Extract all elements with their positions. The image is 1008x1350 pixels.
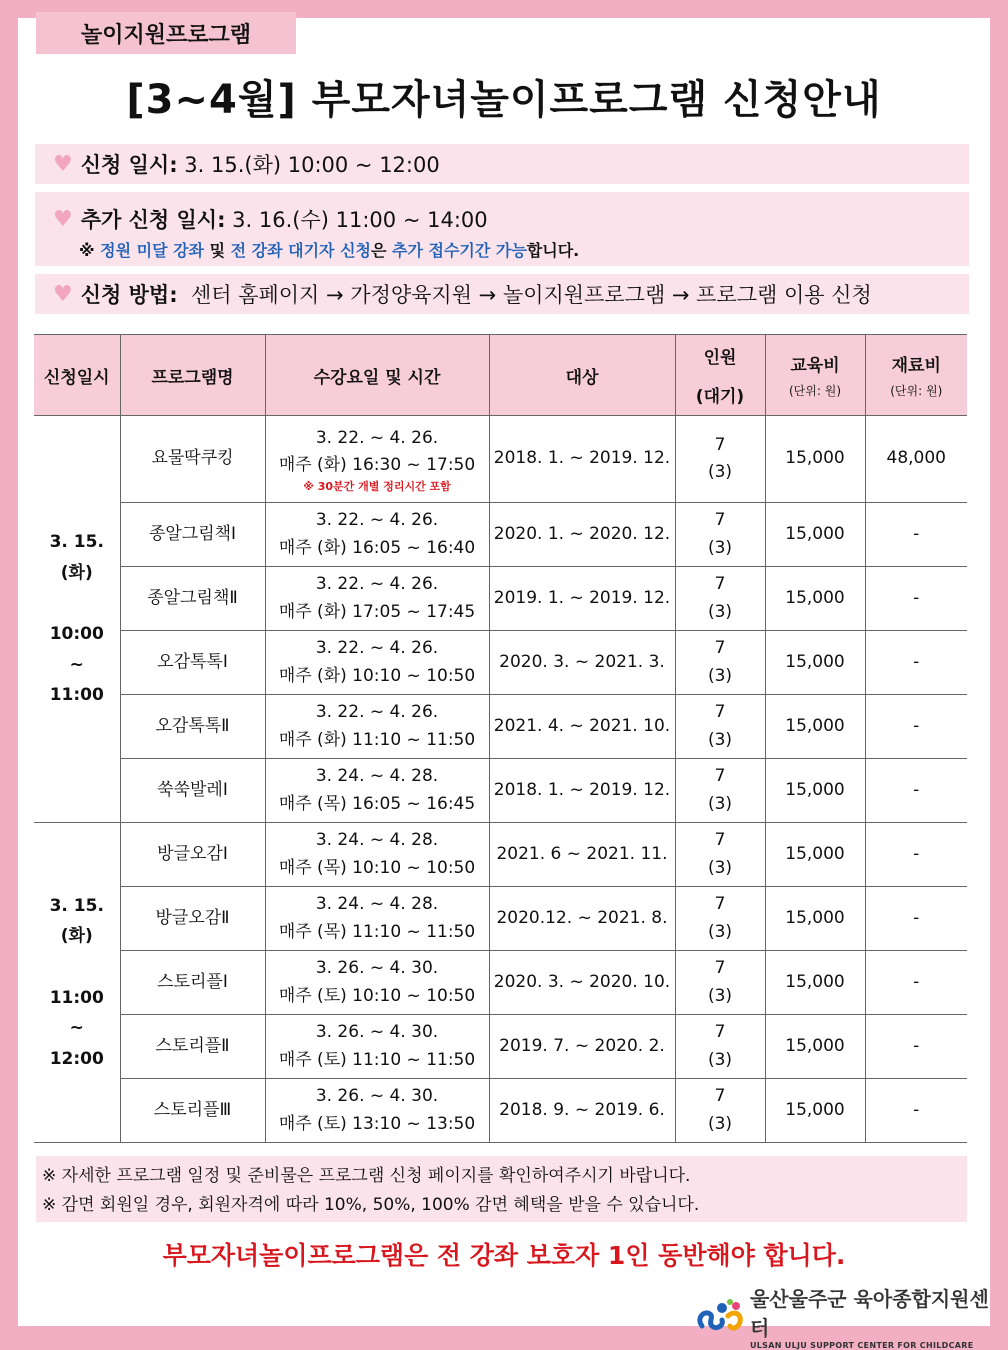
target-cell: 2018. 1. ~ 2019. 12. — [489, 416, 675, 503]
date-cell-group2: 3. 15.(화) 11:00 ~ 12:00 — [34, 823, 120, 1143]
capacity-cell: 7 (3) — [675, 951, 765, 1015]
table-row — [34, 951, 967, 1015]
fee-cell: 15,000 — [765, 695, 865, 759]
material-cell: - — [865, 1015, 967, 1079]
header-date: 신청일시 — [34, 335, 120, 416]
material-cell: - — [865, 823, 967, 887]
fee-cell: 15,000 — [765, 887, 865, 951]
extra-label: 추가 신청 일시: — [80, 208, 226, 232]
footer-note-2: ※ 감면 회원일 경우, 회원자격에 따라 10%, 50%, 100% 감면 혜택을 받을 수 있습니다. — [42, 1194, 700, 1215]
program-name: 스토리플Ⅰ — [120, 951, 265, 1015]
target-cell: 2020. 3. ~ 2021. 3. — [489, 631, 675, 695]
capacity-cell: 7 (3) — [675, 823, 765, 887]
target-cell: 2021. 6 ~ 2021. 11. — [489, 823, 675, 887]
capacity-cell: 7 (3) — [675, 695, 765, 759]
table-row — [34, 416, 967, 503]
capacity-cell: 7 (3) — [675, 1079, 765, 1143]
logo-sub-text: ULSAN ULJU SUPPORT CENTER FOR CHILDCARE — [749, 1341, 974, 1350]
apply-label: 신청 일시: — [80, 153, 178, 177]
fee-cell: 15,000 — [765, 951, 865, 1015]
note-e: 추가 접수기간 가능 — [392, 241, 527, 260]
note-f: 합니다. — [526, 241, 580, 260]
target-cell: 2018. 9. ~ 2019. 6. — [489, 1079, 675, 1143]
table-row — [34, 503, 967, 567]
capacity-cell: 7 (3) — [675, 567, 765, 631]
time-cell: 3. 24. ~ 4. 28. 매주 (목) 16:05 ~ 16:45 — [265, 759, 489, 823]
table-row — [34, 759, 967, 823]
time-cell: 3. 22. ~ 4. 26. 매주 (화) 16:30 ~ 17:50 ※ 30분간 개별 정리시간 포함 — [265, 416, 489, 503]
target-cell: 2020. 1. ~ 2020. 12. — [489, 503, 675, 567]
fee-cell: 15,000 — [765, 759, 865, 823]
table-row — [34, 695, 967, 759]
material-cell: - — [865, 1079, 967, 1143]
capacity-cell: 7 (3) — [675, 631, 765, 695]
table-row — [34, 631, 967, 695]
heart-icon: ♥ — [53, 151, 73, 177]
cleanup-note: ※ 30분간 개별 정리시간 포함 — [303, 479, 451, 493]
time-cell: 3. 22. ~ 4. 26. 매주 (화) 11:10 ~ 11:50 — [265, 695, 489, 759]
extra-note — [79, 238, 969, 261]
logo-main-text: 울산울주군 육아종합지원센터 — [749, 1287, 989, 1340]
capacity-cell: 7 (3) — [675, 759, 765, 823]
fee-cell: 15,000 — [765, 1015, 865, 1079]
program-name: 스토리플Ⅲ — [120, 1079, 265, 1143]
header-material-label: 재료비 — [891, 356, 941, 376]
date-cell-group1: 3. 15.(화) 10:00 ~ 11:00 — [34, 416, 120, 823]
program-name: 방글오감Ⅰ — [120, 823, 265, 887]
heart-icon: ♥ — [53, 281, 73, 307]
program-name: 오감톡톡Ⅱ — [120, 695, 265, 759]
method-value: 센터 홈페이지 → 가정양육지원 → 놀이지원프로그램 → 프로그램 이용 신청 — [190, 283, 872, 307]
table-row — [34, 1015, 967, 1079]
target-cell: 2019. 7. ~ 2020. 2. — [489, 1015, 675, 1079]
companion-warning: 부모자녀놀이프로그램은 전 강좌 보호자 1인 동반해야 합니다. — [162, 1241, 846, 1270]
heart-icon: ♥ — [53, 206, 73, 232]
time-cell: 3. 22. ~ 4. 26. 매주 (화) 17:05 ~ 17:45 — [265, 567, 489, 631]
material-cell: - — [865, 631, 967, 695]
method-label: 신청 방법: — [80, 283, 178, 307]
header-fee-sub: (단위: 원) — [789, 384, 841, 398]
header-material — [865, 335, 967, 416]
table-header-row — [34, 335, 967, 416]
program-name: 오감톡톡Ⅰ — [120, 631, 265, 695]
header-capacity-sub: (대기) — [695, 387, 745, 407]
program-name: 종알그림책Ⅰ — [120, 503, 265, 567]
capacity-cell: 7 (3) — [675, 1015, 765, 1079]
header-material-sub: (단위: 원) — [890, 384, 943, 398]
note-prefix: ※ — [79, 241, 101, 260]
header-program: 프로그램명 — [120, 335, 265, 416]
header-target: 대상 — [489, 335, 675, 416]
extra-date-box — [35, 192, 969, 266]
header-capacity-label: 인원 — [703, 348, 737, 368]
apply-date-box — [35, 144, 969, 184]
program-name: 종알그림책Ⅱ — [120, 567, 265, 631]
category-tag: 놀이지원프로그램 — [36, 12, 296, 54]
method-box — [35, 274, 969, 314]
fee-cell: 15,000 — [765, 567, 865, 631]
header-fee — [765, 335, 865, 416]
fee-cell: 15,000 — [765, 1079, 865, 1143]
page-title: [3~4월] 부모자녀놀이프로그램 신청안내 — [126, 77, 882, 123]
capacity-cell: 7 (3) — [675, 887, 765, 951]
extra-value: 3. 16.(수) 11:00 ~ 14:00 — [232, 208, 488, 232]
time-cell: 3. 22. ~ 4. 26. 매주 (화) 16:05 ~ 16:40 — [265, 503, 489, 567]
target-cell: 2020. 3. ~ 2020. 10. — [489, 951, 675, 1015]
program-name: 쑥쑥발레Ⅰ — [120, 759, 265, 823]
header-fee-label: 교육비 — [790, 356, 840, 376]
time-cell: 3. 24. ~ 4. 28. 매주 (목) 11:10 ~ 11:50 — [265, 887, 489, 951]
capacity-cell: 7 (3) — [675, 416, 765, 503]
target-cell: 2018. 1. ~ 2019. 12. — [489, 759, 675, 823]
target-cell: 2020.12. ~ 2021. 8. — [489, 887, 675, 951]
program-name: 스토리플Ⅱ — [120, 1015, 265, 1079]
program-table — [34, 334, 967, 1143]
material-cell: 48,000 — [865, 416, 967, 503]
header-time: 수강요일 및 시간 — [265, 335, 489, 416]
time-cell: 3. 22. ~ 4. 26. 매주 (화) 10:10 ~ 10:50 — [265, 631, 489, 695]
material-cell: - — [865, 503, 967, 567]
apply-value: 3. 15.(화) 10:00 ~ 12:00 — [184, 153, 440, 177]
note-c: 전 강좌 대기자 신청 — [230, 241, 371, 260]
target-cell: 2019. 1. ~ 2019. 12. — [489, 567, 675, 631]
material-cell: - — [865, 567, 967, 631]
program-name: 방글오감Ⅱ — [120, 887, 265, 951]
fee-cell: 15,000 — [765, 503, 865, 567]
fee-cell: 15,000 — [765, 631, 865, 695]
time-cell: 3. 24. ~ 4. 28. 매주 (목) 10:10 ~ 10:50 — [265, 823, 489, 887]
time-cell: 3. 26. ~ 4. 30. 매주 (토) 11:10 ~ 11:50 — [265, 1015, 489, 1079]
center-logo — [694, 1283, 1008, 1350]
time-cell: 3. 26. ~ 4. 30. 매주 (토) 10:10 ~ 10:50 — [265, 951, 489, 1015]
header-capacity — [675, 335, 765, 416]
table-row — [34, 823, 967, 887]
footer-notes — [36, 1156, 967, 1222]
table-row — [34, 1079, 967, 1143]
target-cell: 2021. 4. ~ 2021. 10. — [489, 695, 675, 759]
material-cell: - — [865, 951, 967, 1015]
footer-note-1: ※ 자세한 프로그램 일정 및 준비물은 프로그램 신청 페이지를 확인하여주시기 바랍니다. — [42, 1166, 691, 1186]
program-name: 요물딱쿠킹 — [120, 416, 265, 503]
table-row — [34, 567, 967, 631]
time-cell: 3. 26. ~ 4. 30. 매주 (토) 13:10 ~ 13:50 — [265, 1079, 489, 1143]
material-cell: - — [865, 887, 967, 951]
center-logo-icon — [694, 1296, 744, 1338]
capacity-cell: 7 (3) — [675, 503, 765, 567]
fee-cell: 15,000 — [765, 416, 865, 503]
note-b: 및 — [204, 241, 231, 260]
material-cell: - — [865, 759, 967, 823]
note-d: 은 — [370, 241, 393, 260]
table-row — [34, 887, 967, 951]
material-cell: - — [865, 695, 967, 759]
fee-cell: 15,000 — [765, 823, 865, 887]
note-a: 정원 미달 강좌 — [100, 241, 205, 260]
